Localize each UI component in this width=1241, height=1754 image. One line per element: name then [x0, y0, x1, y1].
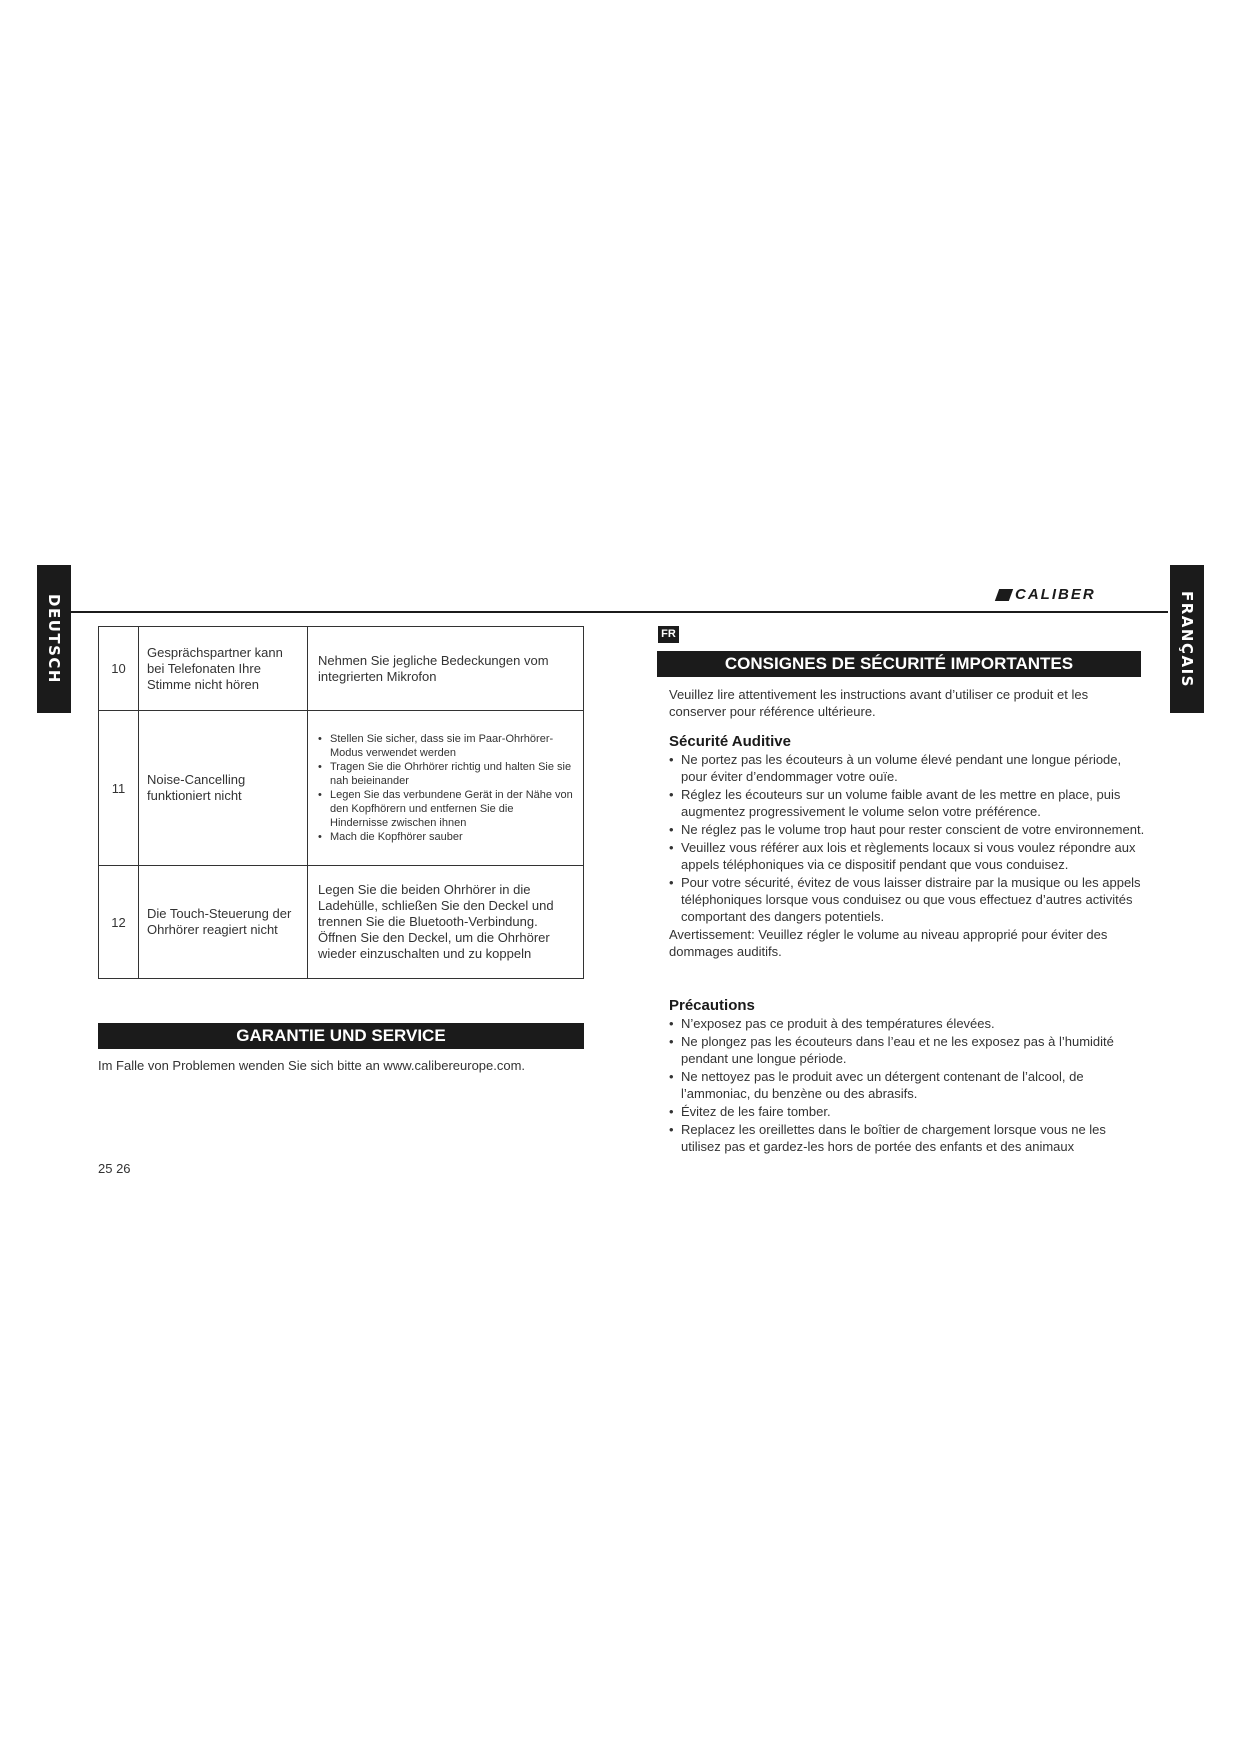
precautions-section [669, 996, 1147, 1156]
list-item: • Ne nettoyez pas le produit avec un détergent contenant de l’alcool, de l’ammoniac, du benzène ou des abrasifs. [669, 1068, 1147, 1102]
list-item: • Pour votre sécurité, évitez de vous laisser distraire par la musique ou les appels téléphoniques lorsque vous conduisez ou que vous effectuez d’autres activités comportant des dangers potentiels. [669, 874, 1147, 925]
garantie-text: Im Falle von Problemen wenden Sie sich bitte an www.calibereurope.com. [98, 1058, 526, 1073]
list-item: • Ne réglez pas le volume trop haut pour rester conscient de votre environnement. [669, 821, 1147, 838]
row-number: 12 [99, 866, 139, 979]
row-solution [308, 711, 584, 866]
list-item: • Replacez les oreillettes dans le boîtier de chargement lorsque vous ne les utilisez pas et gardez-les hors de portée des enfants et des animaux [669, 1121, 1147, 1155]
table-row [99, 627, 584, 711]
list-item: • Stellen Sie sicher, dass sie im Paar-Ohrhörer-Modus verwendet werden [318, 732, 573, 760]
side-tab-francais-label: FRANÇAIS [1178, 590, 1196, 688]
caliber-logo [997, 586, 1096, 603]
garantie-heading: GARANTIE UND SERVICE [98, 1023, 584, 1049]
french-intro: Veuillez lire attentivement les instructions avant d’utiliser ce produit et les conserver pour référence ultérieure. [669, 687, 1089, 719]
hearing-warning: Avertissement: Veuillez régler le volume au niveau approprié pour éviter des dommages auditifs. [669, 927, 1108, 959]
row-problem: Gesprächspartner kann bei Telefonaten Ihre Stimme nicht hören [139, 627, 308, 711]
list-item: • Ne plongez pas les écouteurs dans l’eau et ne les exposez pas à l’humidité pendant une longue période. [669, 1033, 1147, 1067]
list-item: • Évitez de les faire tomber. [669, 1103, 1147, 1120]
list-item: • Tragen Sie die Ohrhörer richtig und halten Sie sie nah beieinander [318, 760, 573, 788]
row-problem: Die Touch-Steuerung der Ohrhörer reagiert nicht [139, 866, 308, 979]
solution-list [318, 732, 573, 844]
row-problem: Noise-Cancelling funktioniert nicht [139, 711, 308, 866]
row-number: 11 [99, 711, 139, 866]
row-number: 10 [99, 627, 139, 711]
list-item: • N’exposez pas ce produit à des températures élevées. [669, 1015, 1147, 1032]
table-row [99, 711, 584, 866]
troubleshooting-table [98, 626, 584, 979]
fr-badge: FR [658, 626, 679, 643]
consignes-heading: CONSIGNES DE SÉCURITÉ IMPORTANTES [657, 651, 1141, 677]
hearing-section [669, 732, 1147, 960]
row-solution: Legen Sie die beiden Ohrhörer in die Ladehülle, schließen Sie den Deckel und trennen Sie die Bluetooth-Verbindung. Öffnen Sie den Deckel, um die Ohrhörer wieder einzuschalten und zu koppeln [308, 866, 584, 979]
side-tab-deutsch-label: DEUTSCH [45, 594, 63, 684]
side-tab-deutsch [37, 565, 71, 713]
hearing-title: Sécurité Auditive [669, 733, 791, 750]
list-item: • Veuillez vous référer aux lois et règlements locaux si vous voulez répondre aux appels téléphoniques via ce dispositif pendant que vous conduisez. [669, 839, 1147, 873]
page-numbers: 25 26 [98, 1161, 131, 1176]
caliber-logo-mark-icon [995, 589, 1013, 601]
precautions-list [669, 1015, 1147, 1155]
caliber-logo-text: CALIBER [1015, 586, 1096, 603]
hearing-list [669, 751, 1147, 925]
list-item: • Réglez les écouteurs sur un volume faible avant de les mettre en place, puis augmentez progressivement le volume selon votre préférence. [669, 786, 1147, 820]
table-row [99, 866, 584, 979]
side-tab-francais [1170, 565, 1204, 713]
list-item: • Ne portez pas les écouteurs à un volume élevé pendant une longue période, pour éviter d’endommager votre ouïe. [669, 751, 1147, 785]
list-item: • Mach die Kopfhörer sauber [318, 830, 573, 844]
french-intro-block [669, 686, 1147, 720]
precautions-title: Précautions [669, 997, 755, 1014]
row-solution: Nehmen Sie jegliche Bedeckungen vom integrierten Mikrofon [308, 627, 584, 711]
list-item: • Legen Sie das verbundene Gerät in der Nähe von den Kopfhörern und entfernen Sie die Hindernisse zwischen ihnen [318, 788, 573, 830]
header-rule [70, 611, 1168, 613]
